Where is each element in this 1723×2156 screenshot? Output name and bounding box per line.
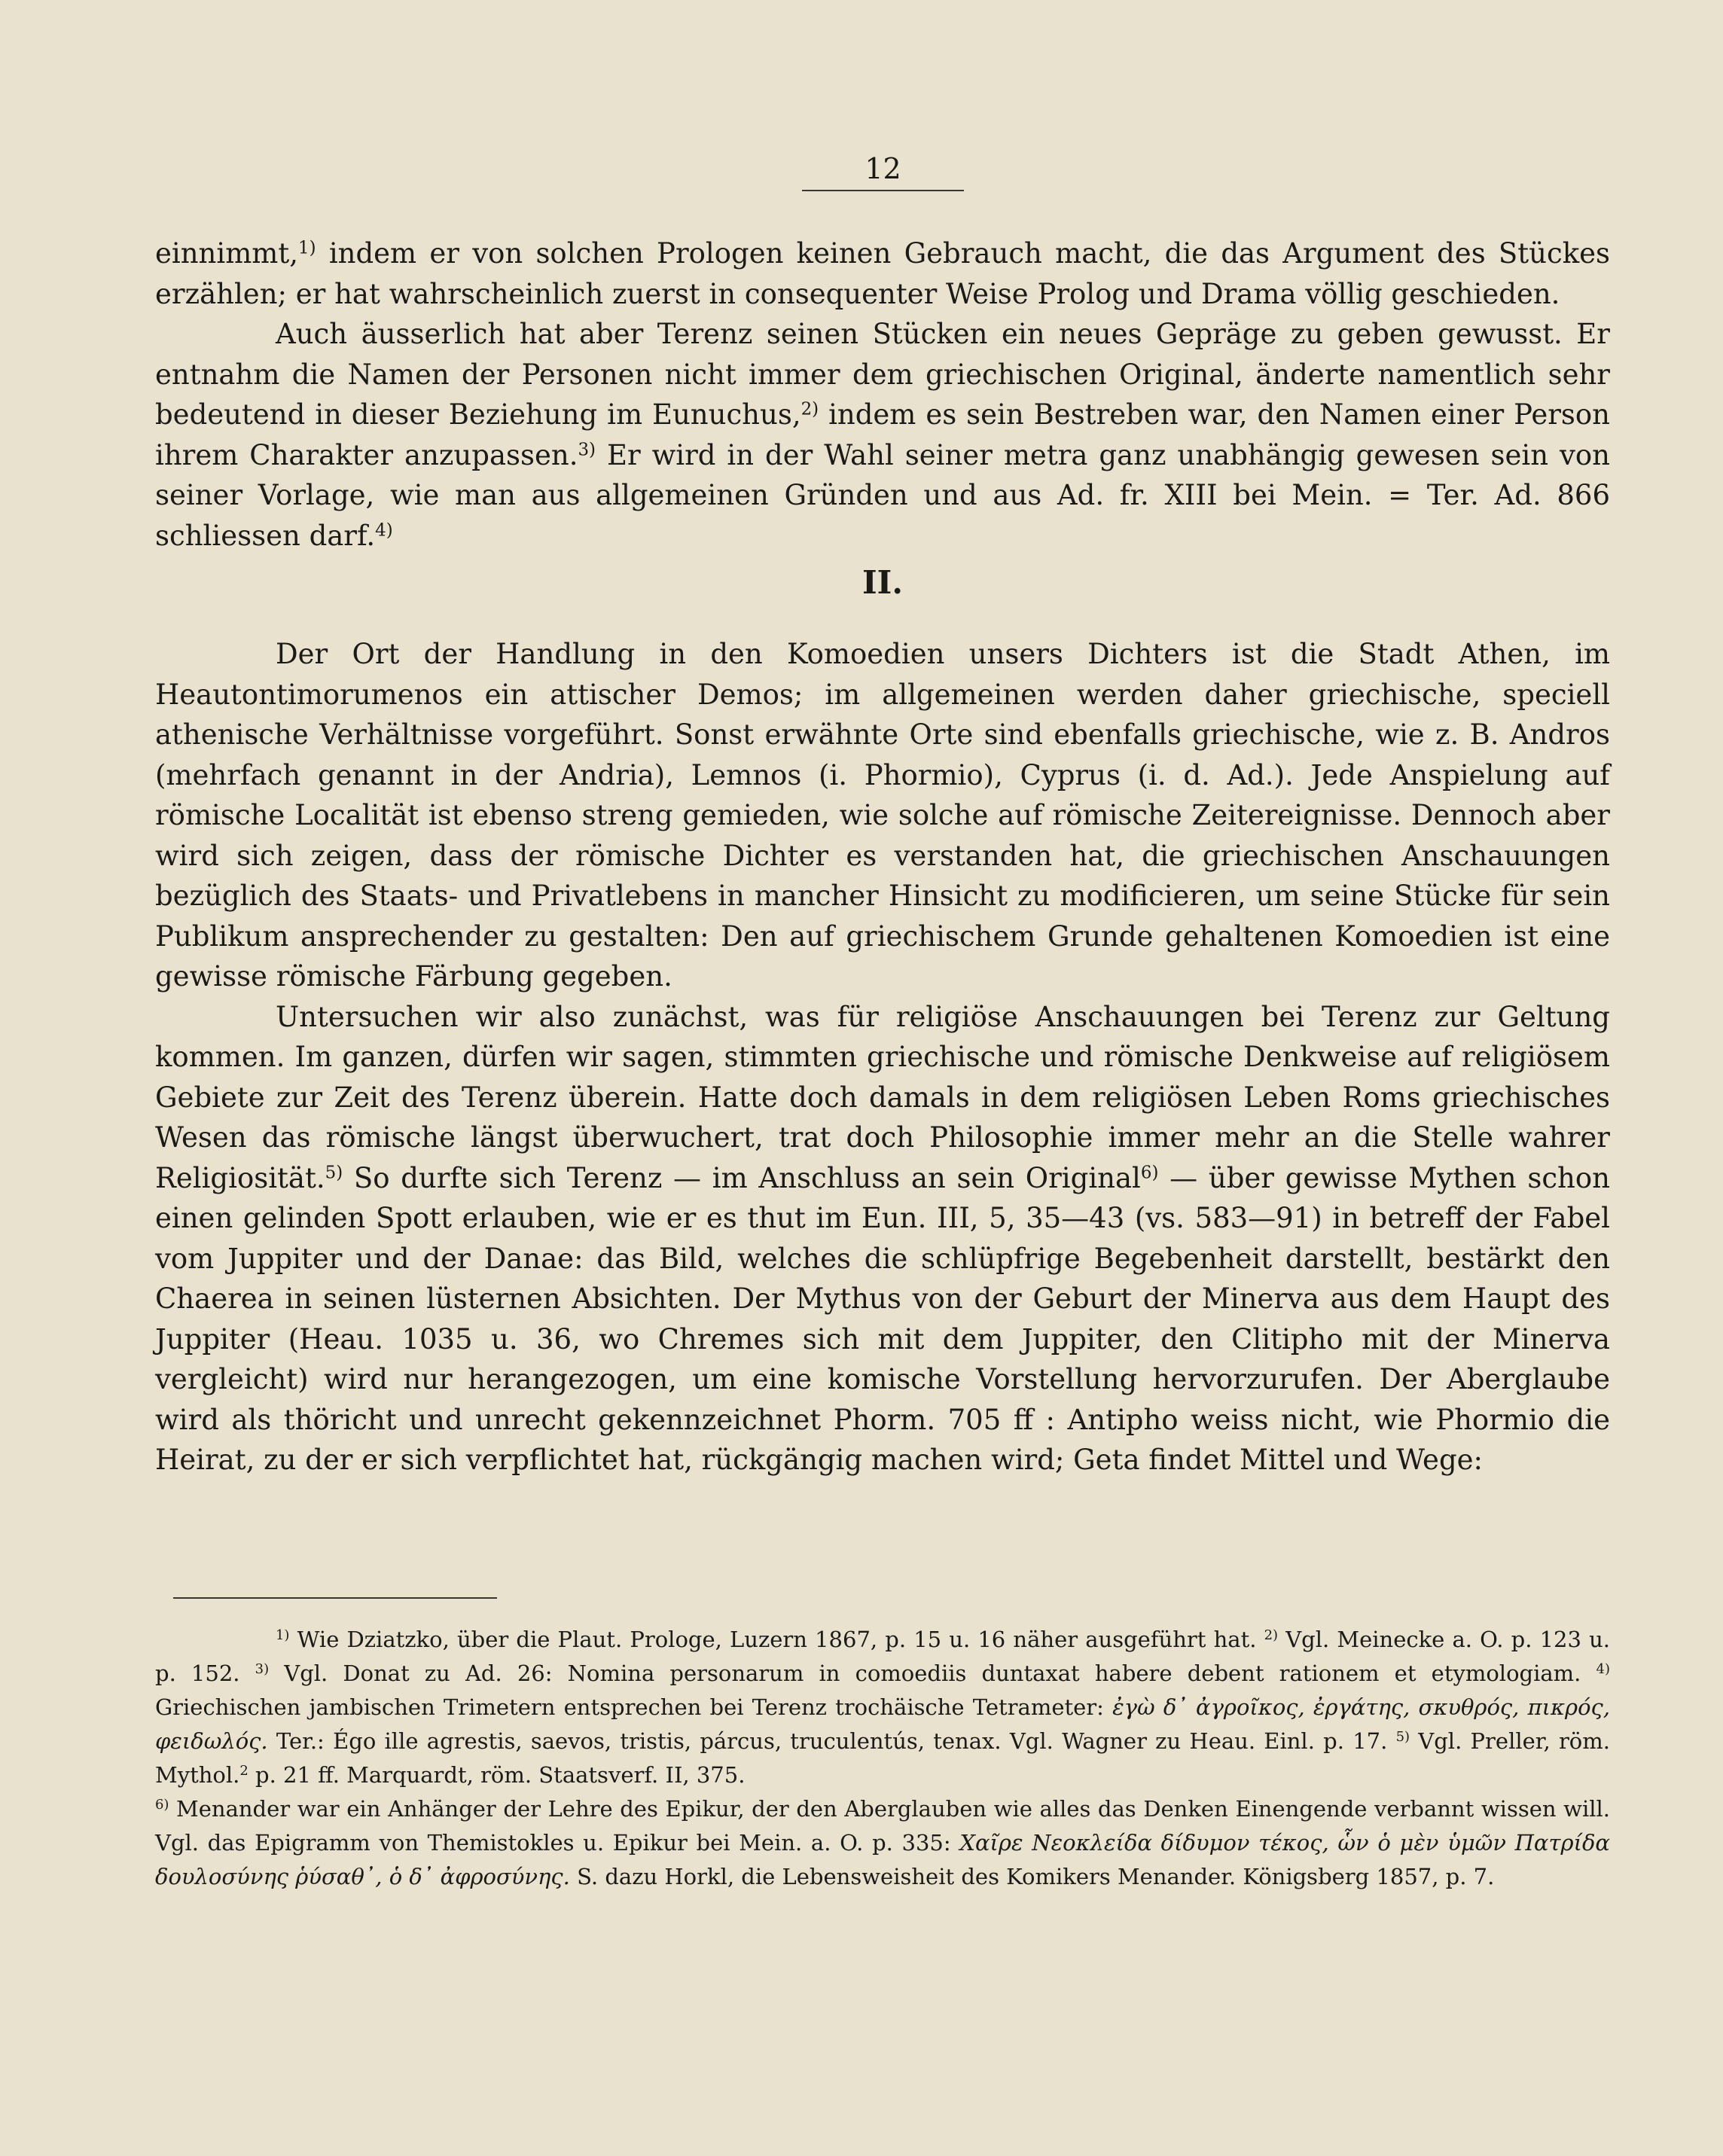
paragraph-4: Untersuchen wir also zunächst, was für religiöse Anschauungen bei Terenz zur Geltung kommen. Im ganzen, dürfen wir sagen, stimmten griechische und römische Denkweise auf religiösem Gebiete zur Zeit des Terenz überein. Hatte doch damals in dem religiösen Leben Roms griechisches Wesen das römische längst überwuchert, trat doch Philosophie immer mehr an die Stelle wahrer Religiosität.$^{5)}$ So durfte sich Terenz — im Anschluss an sein Original$^{6)}$ — über gewisse Mythen schon einen gelinden Spott erlauben, wie er es thut im Eun. III, 5, 35—43 (vs. 583—91) in betreff der Fabel vom Juppiter und der Danae: das Bild, welches die schlüpfrige Begebenheit darstellt, bestärkt den Chaerea in seinen lüsternen Absichten. Der Mythus von der Geburt der Minerva aus dem Haupt des Juppiter (Heau. 1035 u. 36, wo Chremes sich mit dem Juppiter, den Clitipho mit der Minerva vergleicht) wird nur herangezogen, um eine komische Vorstellung hervorzurufen. Der Aberglaube wird als thöricht und unrecht gekennzeichnet Phorm. 705 ff : Antipho weiss nicht, wie Phormio die Heirat, zu der er sich verpflichtet hat, rückgängig machen wird; Geta findet Mittel und Wege: <box>155 1000 1610 1476</box>
footnote-4: Griechischen jambischen Trimetern entsprechen bei Terenz trochäische Tetrameter: <box>155 1694 1113 1720</box>
main-text <box>155 233 1610 1481</box>
paragraph-3: Der Ort der Handlung in den Komoedien unsers Dichters ist die Stadt Athen, im Heautontimorumenos ein attischer Demos; im allgemeinen werden daher griechische, speciell athenische Verhältnisse vorgeführt. Sonst erwähnte Orte sind ebenfalls griechische, wie z. B. Andros (mehrfach genannt in der Andria), Lemnos (i. Phormio), Cyprus (i. d. Ad.). Jede Anspielung auf römische Localität ist ebenso streng gemieden, wie solche auf römische Zeitereignisse. Dennoch aber wird sich zeigen, dass der römische Dichter es verstanden hat, die griechischen Anschauungen bezüglich des Staats- und Privatlebens in mancher Hinsicht zu modificieren, um seine Stücke für sein Publikum ansprechender zu gestalten: Den auf griechischem Grunde gehaltenen Komoedien ist eine gewisse römische Färbung gegeben. <box>155 638 1610 993</box>
footnote-mark-6: 6) <box>155 1797 169 1813</box>
footnote-2: Vgl. Meinecke a. O. p. 123 u. p. 152. <box>155 1627 1610 1686</box>
section-heading: II. <box>862 564 903 601</box>
footnote-ref-1: 1) <box>298 238 316 258</box>
footnote-ref-6: 6) <box>1140 1162 1159 1182</box>
footnote-4-greek: ἐγὼ δ᾽ ἀγροῖκος, ἐργάτης, σκυθρός, πικρός, φειδωλός. <box>155 1694 1610 1754</box>
footnote-5: Vgl. Preller, röm. Mythol. <box>155 1728 1610 1788</box>
footnote-6-greek: Χαῖρε Νεοκλείδα δίδυμον τέκος, ὧν ὁ μὲν ὑμῶν Πατρίδα δουλοσύνης ῥύσαθ᾽, ὁ δ᾽ ἀφροσύνης. <box>155 1830 1610 1889</box>
page-number: 12 <box>865 152 901 185</box>
footnotes-block-2: $^{6)}$ Menander war ein Anhänger der Lehre des Epikur, der den Aberglauben wie alles das Denken Einengende verbannt wissen will. Vgl. das Epigramm von Themistokles u. Epikur bei Mein. a. O. p. 335: Χαῖρε Νεοκλείδα δίδυμον τέκος, ὧν ὁ μὲν ὑμῶν Πατρίδα δουλοσύνης ῥύσαθ᾽, ὁ δ᾽ ἀφροσύνης. S. dazu Horkl, die Lebensweisheit des Komikers Menander. Königsberg 1857, p. 7. <box>155 1796 1610 1889</box>
footnote-mark-1: 1) <box>276 1627 290 1644</box>
footnotes <box>155 1623 1610 1894</box>
footnote-ref-4: 4) <box>375 520 393 540</box>
footnote-ref-2: 2) <box>801 399 819 419</box>
footnotes-block-1: $^{1)}$ Wie Dziatzko, über die Plaut. Prologe, Luzern 1867, p. 15 u. 16 näher ausgeführt hat. $^{2)}$ Vgl. Meinecke a. O. p. 123 u. p. 152. $^{3)}$ Vgl. Donat zu Ad. 26: Nomina personarum in comoediis duntaxat habere debent rationem et etymologiam. $^{4)}$ Griechischen jambischen Trimetern entsprechen bei Terenz trochäische Tetrameter: ἐγὼ δ᾽ ἀγροῖκος, ἐργάτης, σκυθρός, πικρός, φειδωλός. Ter.: Égo ille agrestis, saevos, tristis, párcus, truculentús, tenax. Vgl. Wagner zu Heau. Einl. p. 17. $^{5)}$ Vgl. Preller, röm. Mythol.$^2$ p. 21 ff. Marquardt, röm. Staatsverf. II, 375. <box>155 1627 1610 1788</box>
footnote-ref-5: 5) <box>325 1162 343 1182</box>
paragraph-2: Auch äusserlich hat aber Terenz seinen Stücken ein neues Gepräge zu geben gewusst. Er entnahm die Namen der Personen nicht immer dem griechischen Original, änderte namentlich sehr bedeutend in dieser Beziehung im Eunuchus,$^{2)}$ indem es sein Bestreben war, den Namen einer Person ihrem Charakter anzupassen.$^{3)}$ Er wird in der Wahl seiner metra ganz unabhängig gewesen sein von seiner Vorlage, wie man aus allgemeinen Gründen und aus Ad. fr. XIII bei Mein. = Ter. Ad. 866 schliessen darf.$^{4)}$ <box>155 318 1610 552</box>
footnote-mark-5: 5) <box>1395 1729 1410 1746</box>
footnote-3: Vgl. Donat zu Ad. 26: Nomina personarum in comoediis duntaxat habere debent rationem et etymologiam. <box>269 1660 1596 1686</box>
footnote-mark-4: 4) <box>1596 1661 1610 1678</box>
footnote-6: Menander war ein Anhänger der Lehre des Epikur, der den Aberglauben wie alles das Denken Einengende verbannt wissen will. Vgl. das Epigramm von Themistokles u. Epikur bei Mein. a. O. p. 335: <box>155 1796 1610 1856</box>
footnote-mark-3: 3) <box>255 1661 270 1678</box>
footnote-rule <box>173 1597 497 1599</box>
footnote-ref-3: 3) <box>578 439 596 459</box>
footnote-1: Wie Dziatzko, über die Plaut. Prologe, Luzern 1867, p. 15 u. 16 näher ausgeführt hat. <box>289 1627 1264 1652</box>
page-number-rule <box>802 190 964 191</box>
paragraph-1: einnimmt,$^{1)}$ indem er von solchen Prologen keinen Gebrauch macht, die das Argument des Stückes erzählen; er hat wahrscheinlich zuerst in consequenter Weise Prolog und Drama völlig geschieden. <box>155 237 1610 310</box>
footnote-mark-2: 2) <box>1264 1627 1279 1644</box>
